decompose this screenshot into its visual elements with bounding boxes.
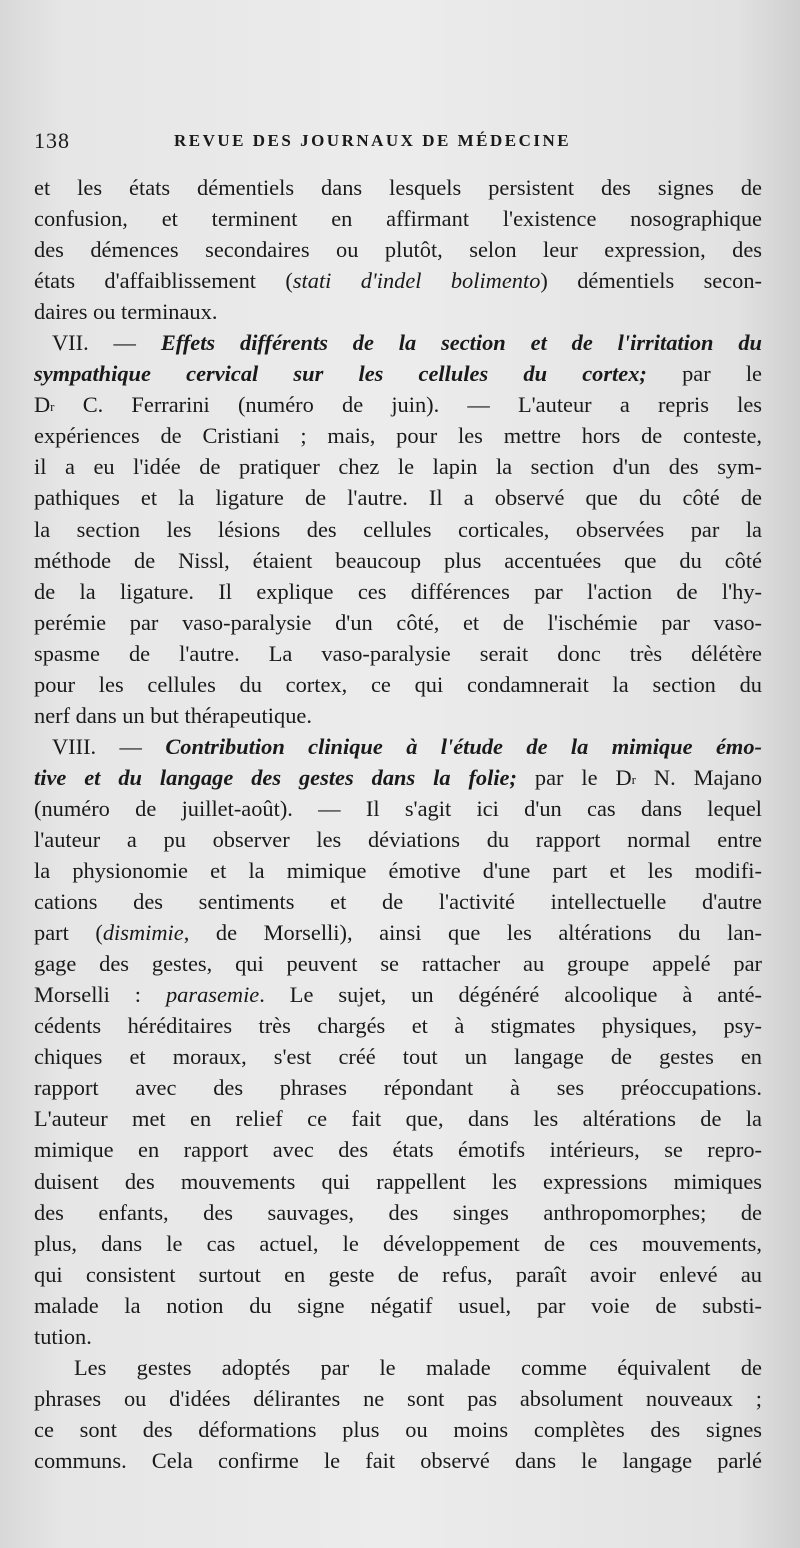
text-line: cédents héréditaires très chargés et à stigmates physiques, psy-: [34, 1013, 762, 1039]
text-line: des enfants, des sauvages, des singes anthropomorphes; de: [34, 1199, 762, 1225]
text-line: méthode de Nissl, étaient beaucoup plus accentuées que du côté: [34, 547, 762, 573]
text-line: tution.: [34, 1323, 92, 1349]
text-line: phrases ou d'idées délirantes ne sont pas absolument nouveaux ;: [34, 1385, 762, 1411]
text-line: $D^r$ C. Ferrarini (numéro de juin). — L'auteur a repris les: [34, 392, 762, 418]
text-line: L'auteur met en relief ce fait que, dans les altérations de la: [34, 1106, 762, 1132]
text-line: Les gestes adoptés par le malade comme équivalent de: [74, 1354, 762, 1380]
text-line: l'auteur a pu observer les déviations du rapport normal entre: [34, 826, 762, 852]
text-line: part (dismimie, de Morselli), ainsi que les altérations du lan-: [34, 920, 762, 946]
page-number: 138: [34, 128, 70, 153]
text-line: états d'affaiblissement (stati d'indel bolimento) démentiels secon-: [34, 268, 763, 294]
running-head: REVUE DES JOURNAUX DE MÉDECINE: [174, 131, 572, 150]
text-line: duisent des mouvements qui rappellent les expressions mimiques: [34, 1168, 762, 1194]
text-line: gage des gestes, qui peuvent se rattacher au groupe appelé par: [34, 951, 762, 977]
text-line: des démences secondaires ou plutôt, selon leur expression, des: [34, 237, 762, 263]
text-line: tive et du langage des gestes dans la folie; par le $D^r$ N. Majano: [34, 764, 763, 790]
text-line: (numéro de juillet-août). — Il s'agit ici d'un cas dans lequel: [34, 795, 762, 821]
text-line: ce sont des déformations plus ou moins complètes des signes: [34, 1416, 762, 1442]
text-line: pour les cellules du cortex, ce qui condamnerait la section du: [34, 671, 762, 697]
text-line: sympathique cervical sur les cellules du cortex; par le: [34, 361, 762, 387]
text-line: nerf dans un but thérapeutique.: [34, 702, 312, 728]
text-line: mimique en rapport avec des états émotifs intérieurs, se repro-: [34, 1137, 762, 1163]
text-line: spasme de l'autre. La vaso-paralysie serait donc très délétère: [34, 640, 762, 666]
text-line: malade la notion du signe négatif usuel, par voie de substi-: [34, 1292, 762, 1318]
text-line: perémie par vaso-paralysie d'un côté, et de l'ischémie par vaso-: [34, 609, 762, 635]
body-text: [34, 172, 762, 1476]
text-line: daires ou terminaux.: [34, 299, 218, 325]
text-line: la section les lésions des cellules corticales, observées par la: [34, 516, 762, 542]
text-line: et les états démentiels dans lesquels persistent des signes de: [34, 175, 762, 200]
text-line: Morselli : parasemie. Le sujet, un dégénéré alcoolique à anté-: [34, 982, 762, 1008]
text-line: VIII. — Contribution clinique à l'étude de la mimique émo-: [52, 733, 762, 759]
text-line: pathiques et la ligature de l'autre. Il a observé que du côté de: [34, 485, 762, 511]
text-line: cations des sentiments et de l'activité intellectuelle d'autre: [34, 889, 762, 915]
page-header: [34, 128, 759, 158]
text-line: expériences de Cristiani ; mais, pour les mettre hors de conteste,: [34, 423, 762, 449]
text-line: il a eu l'idée de pratiquer chez le lapin la section d'un des sym-: [34, 454, 762, 480]
text-line: qui consistent surtout en geste de refus, paraît avoir enlevé au: [34, 1261, 762, 1287]
text-line: rapport avec des phrases répondant à ses préoccupations.: [34, 1075, 762, 1101]
text-line: de la ligature. Il explique ces différences par l'action de l'hy-: [34, 578, 762, 604]
text-line: la physionomie et la mimique émotive d'une part et les modifi-: [34, 858, 762, 884]
text-line: confusion, et terminent en affirmant l'existence nosographique: [34, 206, 762, 232]
text-line: communs. Cela confirme le fait observé dans le langage parlé: [34, 1447, 762, 1473]
text-line: VII. — Effets différents de la section et de l'irritation du: [52, 330, 762, 356]
text-line: chiques et moraux, s'est créé tout un langage de gestes en: [34, 1044, 762, 1070]
text-line: plus, dans le cas actuel, le développement de ces mouvements,: [34, 1230, 762, 1256]
